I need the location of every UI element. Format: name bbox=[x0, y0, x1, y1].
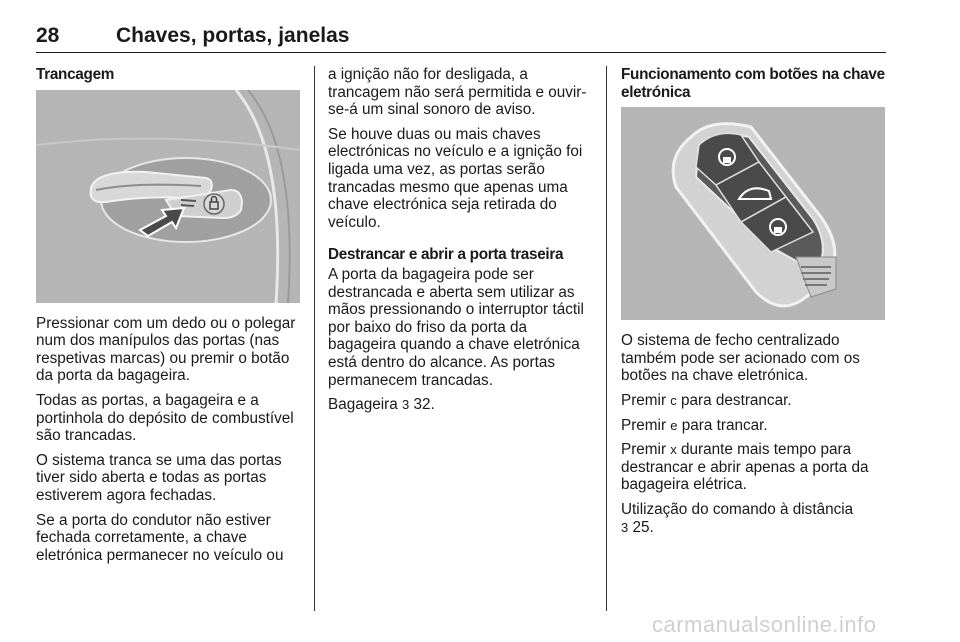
page-ref-arrow-icon: 3 bbox=[402, 397, 410, 413]
heading-destrancar: Destrancar e abrir a porta traseira bbox=[328, 246, 564, 264]
paragraph: A porta da bagageira pode ser destrancada e aberta sem utilizar as mãos pressionando o interruptor táctil por baixo do friso da porta da bagageira quando a chave eletrónica está dentro do alcance. As portas permanecem trancadas. bbox=[328, 265, 584, 389]
column-divider bbox=[606, 66, 607, 611]
paragraph: Pressionar com um dedo ou o polegar num dos manípulos das portas (nas respetivas marcas) ou premir o botão da porta da bagageira. bbox=[36, 314, 296, 385]
electronic-key-fob-icon bbox=[621, 107, 885, 320]
cross-reference-remote[interactable] bbox=[621, 501, 891, 536]
paragraph: Se a porta do condutor não estiver fechada corretamente, a chave eletrónica permanecer no veículo ou bbox=[36, 511, 284, 564]
page-ref-arrow-icon: 3 bbox=[621, 519, 629, 535]
ref-page: 25. bbox=[632, 518, 654, 536]
paragraph: Se houve duas ou mais chaves electrónicas no veículo e a ignição foi ligada uma vez, as portas serão trancadas mesmo que apenas uma chave electrónica seja retirada do veículo. bbox=[328, 125, 583, 231]
tailgate-instruction: Premir x durante mais tempo para destrancar e abrir apenas a porta da bagageira elétrica. bbox=[621, 441, 869, 494]
watermark: carmanualsonline.info bbox=[652, 612, 877, 637]
figure-key-fob bbox=[621, 107, 885, 320]
lock-instruction: Premir e para trancar. bbox=[621, 416, 768, 434]
ref-page: 32. bbox=[413, 396, 435, 414]
column-divider bbox=[314, 66, 315, 611]
chapter-title: Chaves, portas, janelas bbox=[116, 24, 350, 47]
figure-door-handle bbox=[36, 90, 300, 303]
ref-label: Utilização do comando à distância bbox=[621, 500, 854, 518]
heading-trancagem: Trancagem bbox=[36, 66, 115, 83]
page-number: 28 bbox=[36, 24, 60, 47]
cross-reference-bagageira[interactable] bbox=[328, 396, 598, 414]
column-3 bbox=[621, 66, 891, 543]
column-2 bbox=[328, 66, 598, 421]
paragraph: Todas as portas, a bagageira e a portinhola do depósito de combustível são trancadas. bbox=[36, 391, 294, 445]
paragraph: O sistema de fecho centralizado também pode ser acionado com os botões na chave eletrónica. bbox=[621, 332, 860, 385]
paragraph: O sistema tranca se uma das portas tiver sido aberta e todas as portas estiverem agora fechadas. bbox=[36, 451, 282, 504]
page-header bbox=[36, 24, 886, 53]
lock-icon: e bbox=[670, 417, 678, 433]
column-1 bbox=[36, 66, 302, 571]
unlock-instruction: Premir c para destrancar. bbox=[621, 391, 792, 409]
ref-label: Bagageira bbox=[328, 396, 398, 414]
door-handle-with-lock-button-icon bbox=[36, 90, 300, 303]
unlock-icon: c bbox=[670, 392, 677, 408]
heading-funcionamento: Funcionamento com botões na chave eletrónica bbox=[621, 66, 885, 101]
tailgate-icon: x bbox=[670, 442, 677, 458]
paragraph: a ignição não for desligada, a trancagem não será permitida e ouvir-se-á um sinal sonoro de aviso. bbox=[328, 66, 587, 119]
